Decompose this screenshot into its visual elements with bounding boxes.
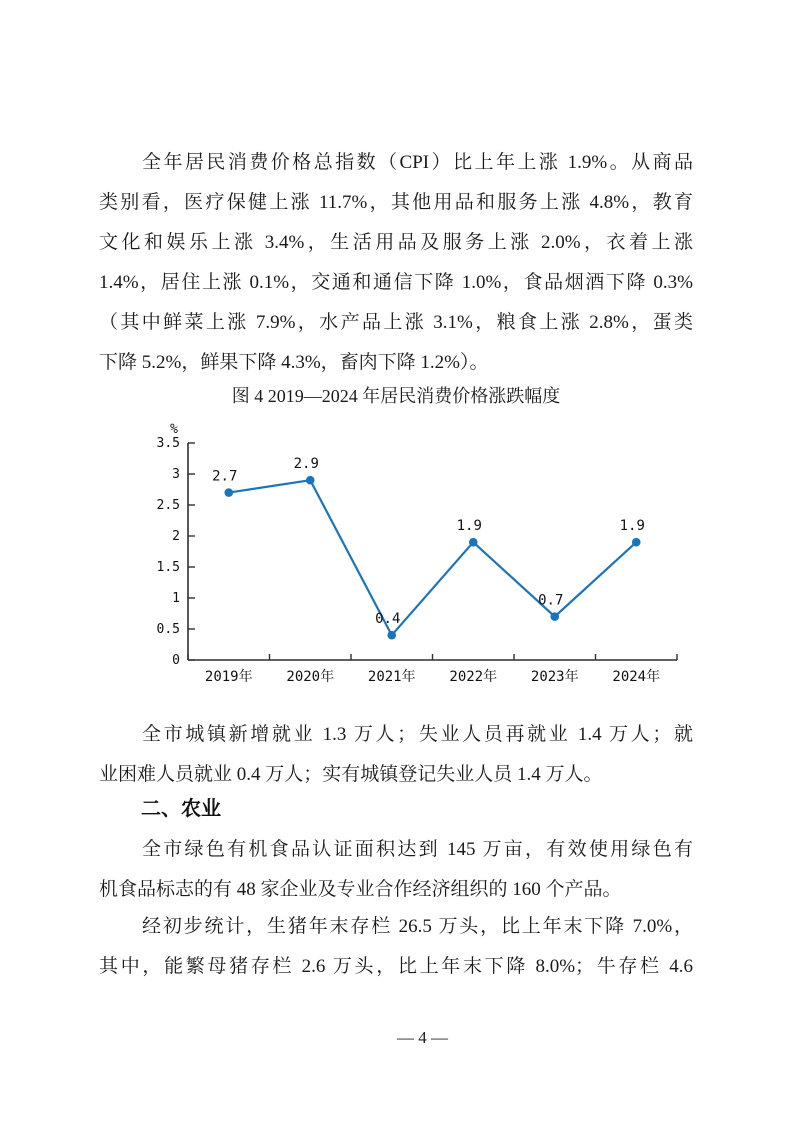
y-tick-label: 3.5 <box>156 436 180 451</box>
text-line: 全市绿色有机食品认证面积达到 145 万亩，有效使用绿色有 <box>142 839 693 860</box>
data-series-line <box>229 480 637 635</box>
figure-caption: 图 4 2019—2024 年居民消费价格涨跌幅度 <box>231 386 561 406</box>
y-tick-label: 1.5 <box>156 560 180 575</box>
text-line: 经初步统计，生猪年末存栏 26.5 万头，比上年末下降 7.0%， <box>142 916 693 937</box>
y-tick-label: 1 <box>172 591 180 606</box>
text-line: 全年居民消费价格总指数（CPI）比上年上涨 1.9%。从商品 <box>142 152 693 173</box>
x-tick-label: 2022年 <box>449 669 498 685</box>
data-point-marker <box>632 538 641 547</box>
data-point-marker <box>224 488 233 497</box>
y-tick-label: 0.5 <box>156 622 180 637</box>
text-line: 文化和娱乐上涨 3.4%，生活用品及服务上涨 2.0%，衣着上涨 <box>99 232 693 253</box>
data-point-label: 1.9 <box>619 518 645 535</box>
data-point-label: 1.9 <box>456 518 482 535</box>
y-tick-label: 2.5 <box>156 498 180 513</box>
text-line: （其中鲜菜上涨 7.9%，水产品上涨 3.1%，粮食上涨 2.8%，蛋类 <box>99 312 693 333</box>
x-tick-label: 2024年 <box>612 669 661 685</box>
text-line: 机食品标志的有 48 家企业及专业合作经济组织的 160 个产品。 <box>99 879 622 900</box>
paragraph-livestock <box>99 907 693 987</box>
x-tick-label: 2023年 <box>530 669 579 685</box>
data-point-marker <box>469 538 478 547</box>
y-axis-unit-label: % <box>170 422 178 437</box>
text-line: 业困难人员就业 0.4 万人；实有城镇登记失业人员 1.4 万人。 <box>99 764 603 785</box>
x-tick-label: 2019年 <box>204 669 253 685</box>
data-point-label: 2.7 <box>212 468 238 485</box>
text-line: 下降 5.2%，鲜果下降 4.3%，畜肉下降 1.2%）。 <box>99 352 489 373</box>
section-heading-agriculture: 二、农业 <box>141 798 221 820</box>
paragraph-cpi <box>99 143 693 383</box>
data-point-label: 0.4 <box>375 611 401 628</box>
x-tick-label: 2021年 <box>367 669 416 685</box>
data-point-marker <box>387 631 396 640</box>
paragraph-green-food <box>99 830 693 910</box>
y-tick-label: 3 <box>172 467 180 482</box>
y-tick-label: 0 <box>172 653 180 668</box>
data-point-label: 2.9 <box>293 456 319 473</box>
paragraph-employment <box>99 715 693 795</box>
page-number: — 4 — <box>397 1028 448 1047</box>
data-point-label: 0.7 <box>538 592 564 609</box>
x-tick-label: 2020年 <box>286 669 335 685</box>
text-line: 类别看，医疗保健上涨 11.7%，其他用品和服务上涨 4.8%，教育 <box>99 192 693 213</box>
y-tick-label: 2 <box>172 529 180 544</box>
data-point-marker <box>550 612 559 621</box>
cpi-line-chart <box>145 418 700 703</box>
text-line: 其中，能繁母猪存栏 2.6 万头，比上年末下降 8.0%；牛存栏 4.6 <box>99 956 693 977</box>
text-line: 全市城镇新增就业 1.3 万人；失业人员再就业 1.4 万人；就 <box>142 724 693 745</box>
text-line: 1.4%，居住上涨 0.1%，交通和通信下降 1.0%，食品烟酒下降 0.3% <box>99 272 693 293</box>
data-point-marker <box>306 476 315 485</box>
